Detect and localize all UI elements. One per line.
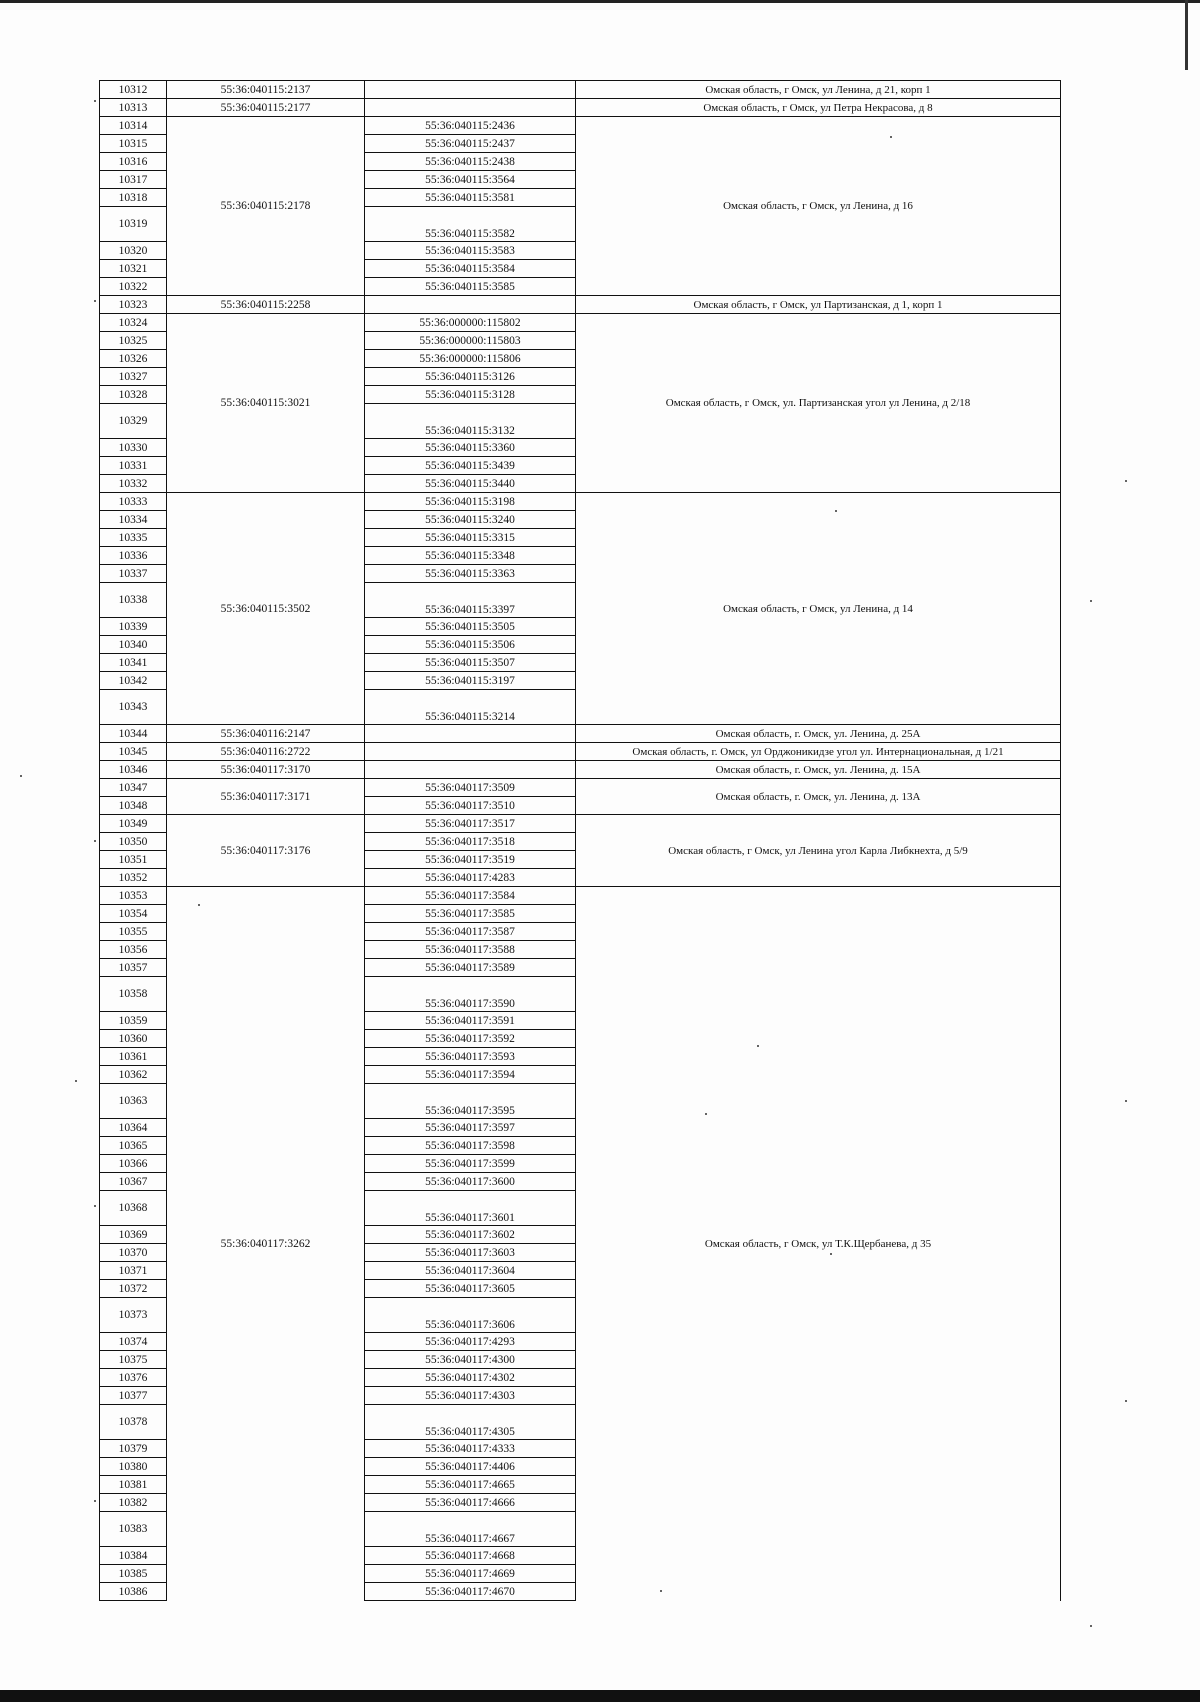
row-number-cell: 10356 xyxy=(100,941,167,959)
row-number-cell: 10360 xyxy=(100,1030,167,1048)
row-number-cell: 10344 xyxy=(100,725,167,743)
row-number-cell: 10371 xyxy=(100,1262,167,1280)
address-cell: Омская область, г Омск, ул Партизанская, д 1, корп 1 xyxy=(576,296,1061,314)
row-number-cell: 10386 xyxy=(100,1583,167,1601)
row-number-cell: 10379 xyxy=(100,1440,167,1458)
row-number-cell: 10385 xyxy=(100,1565,167,1583)
table-row xyxy=(100,761,1061,779)
row-number-cell: 10341 xyxy=(100,654,167,672)
row-number-cell: 10350 xyxy=(100,833,167,851)
table-row xyxy=(100,493,1061,511)
room-cadastral-number-cell: 55:36:040117:3585 xyxy=(365,905,576,923)
row-number-cell: 10330 xyxy=(100,439,167,457)
room-cadastral-number-cell: 55:36:040117:4667 xyxy=(365,1512,576,1547)
row-number-cell: 10345 xyxy=(100,743,167,761)
row-number-cell: 10315 xyxy=(100,135,167,153)
room-cadastral-number-cell: 55:36:040115:3348 xyxy=(365,547,576,565)
row-number-cell: 10331 xyxy=(100,457,167,475)
address-cell: Омская область, г Омск, ул Петра Некрасова, д 8 xyxy=(576,99,1061,117)
row-number-cell: 10342 xyxy=(100,672,167,690)
address-cell: Омская область, г. Омск, ул. Ленина, д. 13А xyxy=(576,779,1061,815)
row-number-cell: 10322 xyxy=(100,278,167,296)
row-number-cell: 10362 xyxy=(100,1066,167,1084)
row-number-cell: 10348 xyxy=(100,797,167,815)
room-cadastral-number-cell: 55:36:000000:115802 xyxy=(365,314,576,332)
row-number-cell: 10333 xyxy=(100,493,167,511)
room-cadastral-number-cell: 55:36:040115:3126 xyxy=(365,368,576,386)
room-cadastral-number-cell xyxy=(365,81,576,99)
scan-speck xyxy=(660,1590,662,1592)
room-cadastral-number-cell: 55:36:040117:3603 xyxy=(365,1244,576,1262)
row-number-cell: 10347 xyxy=(100,779,167,797)
scan-speck xyxy=(1090,600,1092,602)
room-cadastral-number-cell: 55:36:040115:3582 xyxy=(365,207,576,242)
table-row xyxy=(100,815,1061,833)
row-number-cell: 10357 xyxy=(100,959,167,977)
building-cadastral-number-cell: 55:36:040117:3170 xyxy=(167,761,365,779)
room-cadastral-number-cell: 55:36:040117:3587 xyxy=(365,923,576,941)
scan-speck xyxy=(830,1253,832,1255)
scan-speck xyxy=(1090,1625,1092,1627)
scan-edge-bottom xyxy=(0,1690,1200,1702)
scan-speck xyxy=(1125,480,1127,482)
room-cadastral-number-cell: 55:36:040115:3128 xyxy=(365,386,576,404)
table-row xyxy=(100,887,1061,905)
room-cadastral-number-cell: 55:36:040117:3584 xyxy=(365,887,576,905)
building-cadastral-number-cell: 55:36:040116:2722 xyxy=(167,743,365,761)
row-number-cell: 10355 xyxy=(100,923,167,941)
scan-edge-right xyxy=(1185,0,1188,70)
row-number-cell: 10346 xyxy=(100,761,167,779)
room-cadastral-number-cell: 55:36:040115:3505 xyxy=(365,618,576,636)
address-cell: Омская область, г Омск, ул Ленина, д 14 xyxy=(576,493,1061,725)
row-number-cell: 10334 xyxy=(100,511,167,529)
room-cadastral-number-cell: 55:36:040117:4670 xyxy=(365,1583,576,1601)
row-number-cell: 10384 xyxy=(100,1547,167,1565)
row-number-cell: 10340 xyxy=(100,636,167,654)
row-number-cell: 10336 xyxy=(100,547,167,565)
room-cadastral-number-cell xyxy=(365,296,576,314)
room-cadastral-number-cell: 55:36:040117:4406 xyxy=(365,1458,576,1476)
room-cadastral-number-cell xyxy=(365,761,576,779)
room-cadastral-number-cell: 55:36:040115:3363 xyxy=(365,565,576,583)
room-cadastral-number-cell: 55:36:040117:3591 xyxy=(365,1012,576,1030)
scan-speck xyxy=(75,1080,77,1082)
row-number-cell: 10318 xyxy=(100,189,167,207)
room-cadastral-number-cell: 55:36:040117:4283 xyxy=(365,869,576,887)
room-cadastral-number-cell xyxy=(365,99,576,117)
room-cadastral-number-cell: 55:36:040115:3507 xyxy=(365,654,576,672)
room-cadastral-number-cell: 55:36:040117:4665 xyxy=(365,1476,576,1494)
room-cadastral-number-cell: 55:36:040115:3132 xyxy=(365,404,576,439)
room-cadastral-number-cell: 55:36:040117:4669 xyxy=(365,1565,576,1583)
building-cadastral-number-cell: 55:36:040115:2258 xyxy=(167,296,365,314)
row-number-cell: 10368 xyxy=(100,1191,167,1226)
room-cadastral-number-cell: 55:36:040117:3600 xyxy=(365,1173,576,1191)
room-cadastral-number-cell: 55:36:000000:115806 xyxy=(365,350,576,368)
row-number-cell: 10349 xyxy=(100,815,167,833)
building-cadastral-number-cell: 55:36:040115:3021 xyxy=(167,314,365,493)
room-cadastral-number-cell: 55:36:040117:3589 xyxy=(365,959,576,977)
row-number-cell: 10361 xyxy=(100,1048,167,1066)
room-cadastral-number-cell: 55:36:040115:3240 xyxy=(365,511,576,529)
row-number-cell: 10354 xyxy=(100,905,167,923)
row-number-cell: 10317 xyxy=(100,171,167,189)
room-cadastral-number-cell: 55:36:040115:3564 xyxy=(365,171,576,189)
table-row xyxy=(100,725,1061,743)
row-number-cell: 10321 xyxy=(100,260,167,278)
row-number-cell: 10363 xyxy=(100,1084,167,1119)
table-row xyxy=(100,743,1061,761)
row-number-cell: 10372 xyxy=(100,1280,167,1298)
scan-speck xyxy=(1125,1400,1127,1402)
room-cadastral-number-cell: 55:36:040117:3592 xyxy=(365,1030,576,1048)
row-number-cell: 10325 xyxy=(100,332,167,350)
row-number-cell: 10313 xyxy=(100,99,167,117)
cadastral-registry-table xyxy=(99,80,1061,1601)
address-cell: Омская область, г Омск, ул. Партизанская угол ул Ленина, д 2/18 xyxy=(576,314,1061,493)
scan-speck xyxy=(20,775,22,777)
row-number-cell: 10375 xyxy=(100,1351,167,1369)
room-cadastral-number-cell: 55:36:040115:3581 xyxy=(365,189,576,207)
room-cadastral-number-cell: 55:36:040117:3510 xyxy=(365,797,576,815)
room-cadastral-number-cell: 55:36:040117:4303 xyxy=(365,1387,576,1405)
scan-speck xyxy=(198,904,200,906)
row-number-cell: 10328 xyxy=(100,386,167,404)
table-row xyxy=(100,314,1061,332)
row-number-cell: 10381 xyxy=(100,1476,167,1494)
room-cadastral-number-cell: 55:36:040115:3198 xyxy=(365,493,576,511)
address-cell: Омская область, г. Омск, ул. Ленина, д. 25А xyxy=(576,725,1061,743)
room-cadastral-number-cell: 55:36:040117:3597 xyxy=(365,1119,576,1137)
row-number-cell: 10383 xyxy=(100,1512,167,1547)
room-cadastral-number-cell: 55:36:040117:3590 xyxy=(365,977,576,1012)
row-number-cell: 10314 xyxy=(100,117,167,135)
building-cadastral-number-cell: 55:36:040115:2178 xyxy=(167,117,365,296)
row-number-cell: 10339 xyxy=(100,618,167,636)
scan-speck xyxy=(835,510,837,512)
address-cell: Омская область, г. Омск, ул. Ленина, д. 15А xyxy=(576,761,1061,779)
row-number-cell: 10376 xyxy=(100,1369,167,1387)
room-cadastral-number-cell: 55:36:040115:2436 xyxy=(365,117,576,135)
scan-speck xyxy=(757,1045,759,1047)
room-cadastral-number-cell: 55:36:040117:4666 xyxy=(365,1494,576,1512)
room-cadastral-number-cell: 55:36:040117:4305 xyxy=(365,1405,576,1440)
table-row xyxy=(100,117,1061,135)
row-number-cell: 10374 xyxy=(100,1333,167,1351)
room-cadastral-number-cell: 55:36:040117:3598 xyxy=(365,1137,576,1155)
room-cadastral-number-cell: 55:36:040115:3360 xyxy=(365,439,576,457)
row-number-cell: 10351 xyxy=(100,851,167,869)
building-cadastral-number-cell: 55:36:040117:3171 xyxy=(167,779,365,815)
room-cadastral-number-cell xyxy=(365,725,576,743)
building-cadastral-number-cell: 55:36:040115:2137 xyxy=(167,81,365,99)
row-number-cell: 10316 xyxy=(100,153,167,171)
room-cadastral-number-cell: 55:36:000000:115803 xyxy=(365,332,576,350)
address-cell: Омская область, г. Омск, ул Орджоникидзе угол ул. Интернациональная, д 1/21 xyxy=(576,743,1061,761)
room-cadastral-number-cell: 55:36:040115:3440 xyxy=(365,475,576,493)
address-cell: Омская область, г Омск, ул Ленина, д 16 xyxy=(576,117,1061,296)
row-number-cell: 10369 xyxy=(100,1226,167,1244)
room-cadastral-number-cell: 55:36:040117:3602 xyxy=(365,1226,576,1244)
room-cadastral-number-cell: 55:36:040115:3584 xyxy=(365,260,576,278)
room-cadastral-number-cell: 55:36:040117:3518 xyxy=(365,833,576,851)
address-cell: Омская область, г Омск, ул Ленина, д 21, корп 1 xyxy=(576,81,1061,99)
scan-speck xyxy=(1125,1100,1127,1102)
room-cadastral-number-cell: 55:36:040115:3214 xyxy=(365,690,576,725)
scan-speck xyxy=(94,1205,96,1207)
table-row xyxy=(100,296,1061,314)
row-number-cell: 10337 xyxy=(100,565,167,583)
row-number-cell: 10319 xyxy=(100,207,167,242)
scan-speck xyxy=(94,1500,96,1502)
room-cadastral-number-cell: 55:36:040115:3506 xyxy=(365,636,576,654)
room-cadastral-number-cell: 55:36:040115:3315 xyxy=(365,529,576,547)
building-cadastral-number-cell: 55:36:040117:3176 xyxy=(167,815,365,887)
room-cadastral-number-cell: 55:36:040117:3601 xyxy=(365,1191,576,1226)
building-cadastral-number-cell: 55:36:040115:3502 xyxy=(167,493,365,725)
row-number-cell: 10343 xyxy=(100,690,167,725)
scan-speck xyxy=(890,136,892,138)
row-number-cell: 10378 xyxy=(100,1405,167,1440)
room-cadastral-number-cell: 55:36:040115:3583 xyxy=(365,242,576,260)
table-row xyxy=(100,81,1061,99)
row-number-cell: 10352 xyxy=(100,869,167,887)
row-number-cell: 10367 xyxy=(100,1173,167,1191)
room-cadastral-number-cell: 55:36:040117:4293 xyxy=(365,1333,576,1351)
room-cadastral-number-cell: 55:36:040117:3604 xyxy=(365,1262,576,1280)
scan-edge-top xyxy=(0,0,1200,3)
row-number-cell: 10338 xyxy=(100,583,167,618)
room-cadastral-number-cell: 55:36:040117:3593 xyxy=(365,1048,576,1066)
row-number-cell: 10320 xyxy=(100,242,167,260)
room-cadastral-number-cell: 55:36:040117:4302 xyxy=(365,1369,576,1387)
address-cell: Омская область, г Омск, ул Т.К.Щербанева, д 35 xyxy=(576,887,1061,1601)
row-number-cell: 10370 xyxy=(100,1244,167,1262)
address-cell: Омская область, г Омск, ул Ленина угол Карла Либкнехта, д 5/9 xyxy=(576,815,1061,887)
room-cadastral-number-cell: 55:36:040117:3519 xyxy=(365,851,576,869)
registry-table-body xyxy=(100,81,1061,1601)
row-number-cell: 10364 xyxy=(100,1119,167,1137)
room-cadastral-number-cell: 55:36:040115:2438 xyxy=(365,153,576,171)
room-cadastral-number-cell: 55:36:040117:3517 xyxy=(365,815,576,833)
row-number-cell: 10335 xyxy=(100,529,167,547)
row-number-cell: 10377 xyxy=(100,1387,167,1405)
row-number-cell: 10312 xyxy=(100,81,167,99)
row-number-cell: 10327 xyxy=(100,368,167,386)
room-cadastral-number-cell: 55:36:040115:3585 xyxy=(365,278,576,296)
row-number-cell: 10324 xyxy=(100,314,167,332)
room-cadastral-number-cell: 55:36:040117:4668 xyxy=(365,1547,576,1565)
room-cadastral-number-cell: 55:36:040117:3605 xyxy=(365,1280,576,1298)
row-number-cell: 10326 xyxy=(100,350,167,368)
row-number-cell: 10358 xyxy=(100,977,167,1012)
building-cadastral-number-cell: 55:36:040117:3262 xyxy=(167,887,365,1601)
room-cadastral-number-cell: 55:36:040117:3595 xyxy=(365,1084,576,1119)
row-number-cell: 10366 xyxy=(100,1155,167,1173)
row-number-cell: 10359 xyxy=(100,1012,167,1030)
row-number-cell: 10382 xyxy=(100,1494,167,1512)
room-cadastral-number-cell: 55:36:040117:4300 xyxy=(365,1351,576,1369)
room-cadastral-number-cell: 55:36:040117:3588 xyxy=(365,941,576,959)
room-cadastral-number-cell: 55:36:040117:3606 xyxy=(365,1298,576,1333)
room-cadastral-number-cell: 55:36:040117:3599 xyxy=(365,1155,576,1173)
room-cadastral-number-cell: 55:36:040115:3439 xyxy=(365,457,576,475)
room-cadastral-number-cell: 55:36:040117:4333 xyxy=(365,1440,576,1458)
room-cadastral-number-cell: 55:36:040117:3509 xyxy=(365,779,576,797)
building-cadastral-number-cell: 55:36:040116:2147 xyxy=(167,725,365,743)
building-cadastral-number-cell: 55:36:040115:2177 xyxy=(167,99,365,117)
scan-speck xyxy=(705,1113,707,1115)
room-cadastral-number-cell: 55:36:040115:3397 xyxy=(365,583,576,618)
row-number-cell: 10365 xyxy=(100,1137,167,1155)
scan-speck xyxy=(94,300,96,302)
scan-speck xyxy=(94,100,96,102)
row-number-cell: 10380 xyxy=(100,1458,167,1476)
room-cadastral-number-cell: 55:36:040117:3594 xyxy=(365,1066,576,1084)
table-row xyxy=(100,99,1061,117)
row-number-cell: 10329 xyxy=(100,404,167,439)
room-cadastral-number-cell xyxy=(365,743,576,761)
room-cadastral-number-cell: 55:36:040115:2437 xyxy=(365,135,576,153)
row-number-cell: 10323 xyxy=(100,296,167,314)
row-number-cell: 10353 xyxy=(100,887,167,905)
row-number-cell: 10373 xyxy=(100,1298,167,1333)
scan-speck xyxy=(94,840,96,842)
row-number-cell: 10332 xyxy=(100,475,167,493)
room-cadastral-number-cell: 55:36:040115:3197 xyxy=(365,672,576,690)
table-row xyxy=(100,779,1061,797)
